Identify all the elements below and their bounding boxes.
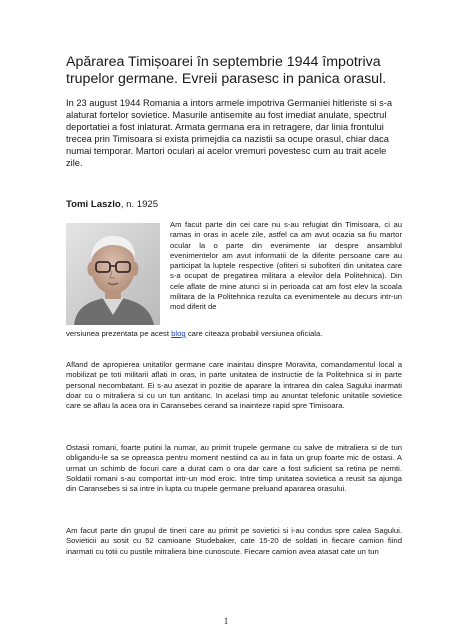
paragraph-3: Ostasii romani, foarte putini la numar, au primit trupele germane cu salve de mitraliera si de tun obligandu-le sa se opreasca pentru moment nestiind ca au in fata un grup foarte mic de ostasi. A urmat un schimb de focuri care a durat cam o ora dar care a fost suficient sa retina pe nemti. Soldatii romani s-au comportat intr-un mod eroic. Intre timp unitatea sovietica a reusit sa ajunga din Caransebes si sa intre in lupta cu trupele germane preluand apararea orasului. <box>66 443 402 494</box>
paragraph-1: Am facut parte din cei care nu s-au refugiat din Timisoara, ci au ramas in oras in acele zile, astfel ca am avut ocazia sa fiu martor ocular la o parte din evenimente iar despre ansamblul evenimentelor am avut informatii de la diferite persoane care au participat la luptele respective (ofiteri si subofiteri din unitatea care s-a ocupat de pregatirea militara a elevilor dela Politehnica). Din cele aflate de mine atunci si in perioada cat am fost elev la scoala militara de la Politehnica rezulta ca evenimentele au decurs intr-un mod diferit de <box>170 220 402 312</box>
intro-paragraph: In 23 august 1944 Romania a intors armele impotriva Germaniei hitleriste si s-a alaturat fortelor sovietice. Masurile antisemite au fost imediat anulate, spectrul deportatiei a fost inlaturat. Armata germana era in retragere, dar linia frontului trecea prin Timisoara si exista primejdia ca nazistii sa ocupe orasul, chiar daca numai temporar. Martori oculari ai acelor vremuri povestesc cum au trait acele zile. <box>66 98 393 168</box>
author-name: Tomi Laszlo <box>66 199 121 210</box>
paragraph-1-cont-before: versiunea prezentata pe acest <box>66 329 172 338</box>
blog-link[interactable]: blog <box>171 329 186 338</box>
page-title: Apărarea Timișoarei în septembrie 1944 împotriva trupelor germane. Evreii parasesc in panica orasul. <box>66 54 387 87</box>
portrait-photo-icon <box>66 223 160 325</box>
paragraph-1-continued <box>66 329 402 339</box>
author-birth: , n. 1925 <box>120 199 159 210</box>
page-number: 1 <box>223 616 229 626</box>
paragraph-2: Afland de apropierea unitatilor germane care inaintau dinspre Moravita, comandamentul local a mobilizat pe toti militarii aflati in oras, in parte unitatea de instructie de la Politehnica si in parte personal necombatant. Ei s-au asezat in pozitie de aparare la intrarea din calea Sagului inarmati doar cu o mitraliera si cu un tun antitanc. In acelasi timp au anuntat telefonic unitatile sovietice care se aflau la acea ora in Caransebes cerand sa inainteze rapid spre Timisoara. <box>66 360 402 411</box>
paragraph-4: Am facut parte din grupul de tineri care au primit pe sovietici si i-au condus spre calea Sagului. Sovieticii au sosit cu 52 camioane Studebaker, cate 15-20 de soldati in fiecare camion fiind inarmati cu totii cu pustile mitraliera bine cunoscute. Fiecare camion avea atasat cate un tun <box>66 526 402 556</box>
paragraph-1-cont-after: care citeaza probabil versiunea oficiala. <box>185 329 323 338</box>
portrait-image <box>66 223 160 325</box>
author-line <box>66 199 158 210</box>
